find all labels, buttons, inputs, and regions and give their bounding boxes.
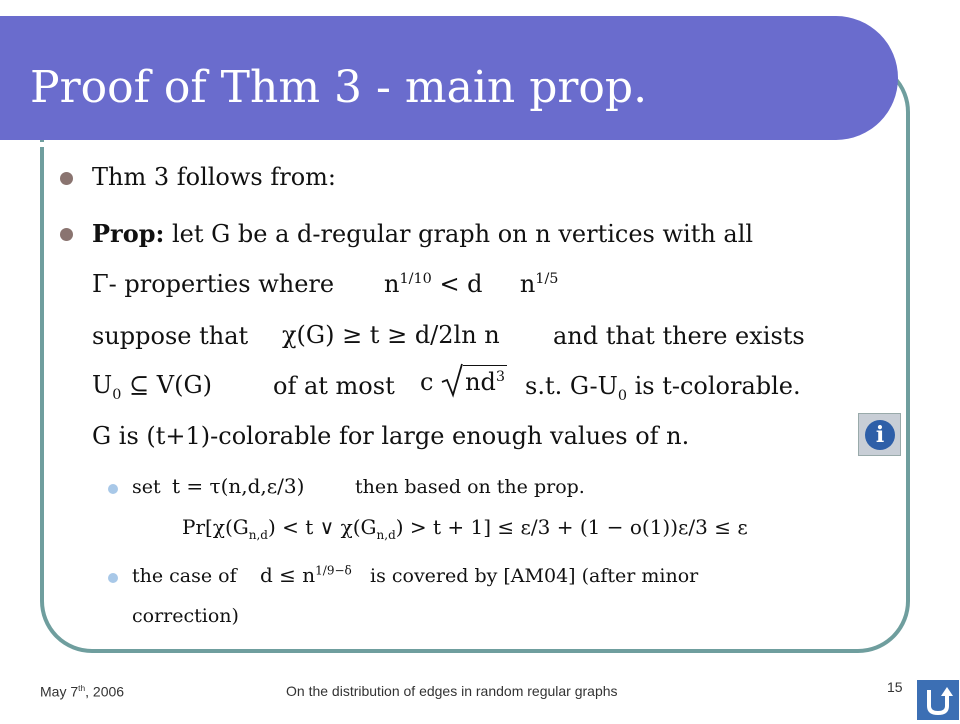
return-arrow-icon bbox=[917, 680, 959, 720]
bullet-marker bbox=[60, 228, 73, 241]
t-colorable: is t-colorable. bbox=[626, 372, 801, 400]
d-bound bbox=[260, 563, 352, 587]
cond-n2: n bbox=[519, 270, 536, 298]
const-c: c bbox=[420, 368, 434, 396]
title-bar bbox=[0, 16, 898, 140]
g-minus-u: s.t. G-U bbox=[525, 372, 618, 400]
set-text: set bbox=[132, 476, 161, 498]
covered-text: is covered by [AM04] (after minor bbox=[370, 565, 699, 587]
at-most-text: of at most bbox=[273, 372, 395, 400]
cond-exp2: 1/5 bbox=[535, 271, 559, 287]
chromatic-condition: χ(G) ≥ t ≥ d/2ln n bbox=[282, 321, 500, 349]
conclusion-text: G is (t+1)-colorable for large enough values of n. bbox=[92, 422, 690, 450]
bullet-prop-line2 bbox=[92, 270, 334, 298]
cond-exp1: 1/10 bbox=[399, 271, 432, 287]
bullet-prop-line1 bbox=[92, 219, 753, 248]
sub-bullet-marker bbox=[108, 573, 118, 583]
title-underline bbox=[30, 142, 846, 147]
sqrt-sign bbox=[441, 362, 463, 398]
pr-sub2: n,d bbox=[376, 528, 396, 542]
bullet-thm3: Thm 3 follows from: bbox=[92, 163, 337, 191]
colorable-text bbox=[525, 372, 801, 404]
case-text: the case of bbox=[132, 565, 237, 587]
bullet-marker bbox=[60, 172, 73, 185]
degree-condition bbox=[384, 270, 558, 298]
info-icon: i bbox=[865, 420, 895, 450]
pr-start: Pr[χ(G bbox=[182, 515, 249, 539]
page-title: Proof of Thm 3 - main prop. bbox=[30, 62, 648, 113]
page-number: 15 bbox=[887, 679, 903, 695]
cond-n: n bbox=[384, 270, 400, 298]
pr-end: ) > t + 1] ≤ ε/3 + (1 − o(1))ε/3 ≤ ε bbox=[395, 515, 748, 539]
nd-exp: 3 bbox=[495, 369, 506, 385]
gamma-symbol: Γ bbox=[92, 270, 109, 298]
u0-symbol: U bbox=[92, 371, 113, 399]
footer-title: On the distribution of edges in random regular graphs bbox=[286, 683, 618, 699]
nd-term: nd bbox=[465, 368, 496, 396]
t-definition: t = τ(n,d,ε/3) bbox=[172, 474, 305, 498]
prop-label: Prop: bbox=[92, 219, 165, 248]
d-exp: 1/9−δ bbox=[315, 563, 352, 578]
footer-date bbox=[40, 683, 124, 700]
exists-text: and that there exists bbox=[553, 322, 805, 350]
based-on-text: then based on the prop. bbox=[355, 476, 585, 498]
probability-bound bbox=[182, 515, 748, 542]
pr-sub1: n,d bbox=[248, 528, 268, 542]
return-button[interactable] bbox=[917, 680, 959, 720]
date-sup: th bbox=[78, 683, 86, 693]
prop-text: let G be a d-regular graph on n vertices with all bbox=[164, 220, 754, 248]
d-le-n: d ≤ n bbox=[260, 563, 316, 587]
info-button[interactable] bbox=[858, 413, 901, 456]
pr-mid: ) < t ∨ χ(G bbox=[267, 515, 377, 539]
date-post: , 2006 bbox=[85, 683, 125, 700]
subset-vg: ⊆ V(G) bbox=[129, 371, 212, 399]
u0-subset bbox=[92, 371, 212, 403]
u-sub: 0 bbox=[617, 387, 627, 404]
size-bound bbox=[420, 362, 507, 398]
date-pre: May 7 bbox=[40, 683, 79, 700]
u0-sub: 0 bbox=[112, 386, 122, 403]
correction-text: correction) bbox=[132, 605, 239, 627]
cond-lt-d: < d bbox=[439, 270, 483, 298]
sub-bullet-marker bbox=[108, 484, 118, 494]
properties-text: - properties where bbox=[108, 270, 335, 298]
suppose-text: suppose that bbox=[92, 322, 249, 350]
